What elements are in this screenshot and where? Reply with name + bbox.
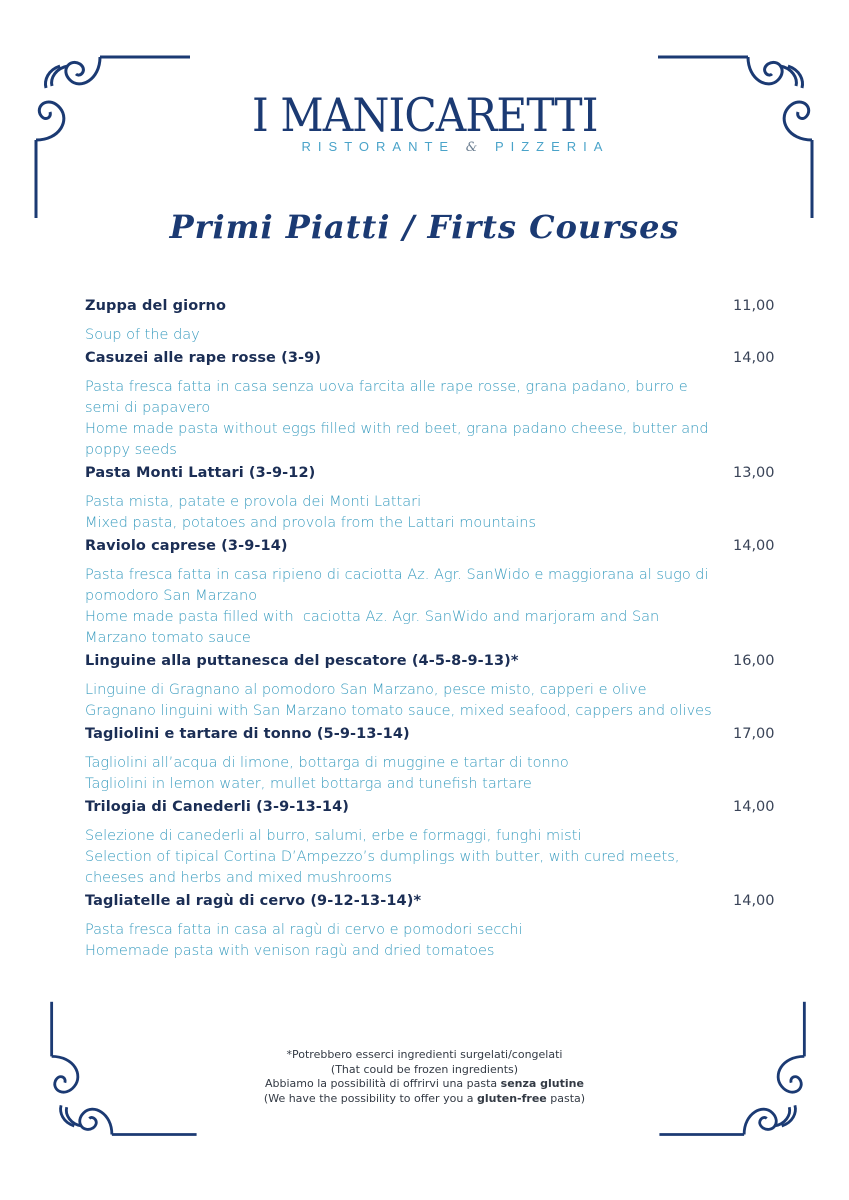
item-description — [85, 565, 785, 649]
footnote-gluten-italian — [0, 1077, 849, 1092]
item-price: 16,00 — [733, 653, 775, 669]
item-description — [85, 920, 785, 962]
item-price: 13,00 — [733, 465, 775, 481]
item-desc-italian: Linguine di Gragnano al pomodoro San Marzano, pesce misto, capperi e olive — [85, 682, 647, 698]
logo-name: I MANICARETTI — [251, 88, 598, 142]
item-desc-italian: Tagliolini all’acqua di limone, bottarga di muggine e tartar di tonno — [85, 755, 569, 771]
item-desc-english: Mixed pasta, potatoes and provola from the Lattari mountains — [85, 515, 537, 531]
item-name: Pasta Monti Lattari (3-9-12) — [85, 465, 316, 481]
item-description — [85, 492, 785, 534]
item-description — [85, 325, 785, 346]
item-price: 11,00 — [733, 298, 775, 314]
item-desc-english: Tagliolini in lemon water, mullet bottarga and tunefish tartare — [85, 776, 532, 792]
item-desc-english: Gragnano linguini with San Marzano tomato sauce, mixed seafood, cappers and olives — [85, 703, 712, 719]
item-desc-english: Homemade pasta with venison ragù and dried tomatoes — [85, 943, 495, 959]
restaurant-logo — [0, 88, 849, 155]
footnote-frozen-italian: *Potrebbero esserci ingredienti surgelati/congelati — [286, 1048, 563, 1061]
footnote-frozen-english: (That could be frozen ingredients) — [330, 1062, 519, 1076]
item-price: 14,00 — [733, 350, 775, 366]
item-name: Linguine alla puttanesca del pescatore (4-5-8-9-13)* — [85, 653, 519, 669]
item-desc-italian: Selezione di canederli al burro, salumi, erbe e formaggi, funghi misti — [85, 828, 582, 844]
item-price: 14,00 — [733, 538, 775, 554]
footnote-bold: senza glutine — [500, 1077, 584, 1090]
item-desc-italian: Pasta fresca fatta in casa ripieno di caciotta Az. Agr. SanWido e maggiorana al sugo di pomodoro San Marzano — [85, 567, 714, 604]
footnote — [0, 1048, 849, 1106]
menu-item — [85, 538, 785, 649]
logo-subtitle — [0, 140, 849, 155]
item-price: 14,00 — [733, 799, 775, 815]
footnote-gluten-english — [0, 1092, 849, 1107]
item-desc-italian: Pasta mista, patate e provola dei Monti Lattari — [85, 494, 422, 510]
logo-sub-left: RISTORANTE — [301, 139, 456, 154]
item-description — [85, 377, 785, 461]
item-desc-english: Home made pasta filled with caciotta Az. Agr. SanWido and marjoram and San Marzano tomato sauce — [85, 609, 664, 646]
footnote-bold: gluten-free — [477, 1091, 547, 1105]
logo-sub-ampersand: & — [465, 140, 485, 155]
item-desc-english: Selection of tipical Cortina D’Ampezzo’s dumplings with butter, with cured meets, cheeses and herbs and mixed mushrooms — [85, 849, 685, 886]
menu-item — [85, 350, 785, 461]
item-name: Zuppa del giorno — [85, 298, 227, 314]
item-description — [85, 680, 785, 722]
item-name: Tagliolini e tartare di tonno (5-9-13-14) — [85, 726, 410, 742]
item-desc-english: Soup of the day — [85, 327, 200, 343]
footnote-text: Abbiamo la possibilità di offrirvi una pasta — [265, 1077, 501, 1090]
item-desc-english: Home made pasta without eggs filled with red beet, grana padano cheese, butter and poppy seeds — [85, 421, 714, 458]
footnote-text: pasta) — [546, 1091, 586, 1105]
item-desc-italian: Pasta fresca fatta in casa al ragù di cervo e pomodori secchi — [85, 922, 523, 938]
item-name: Trilogia di Canederli (3-9-13-14) — [85, 799, 350, 815]
menu-item — [85, 653, 785, 722]
menu-item — [85, 465, 785, 534]
item-description — [85, 753, 785, 795]
menu-item — [85, 799, 785, 889]
item-name: Casuzei alle rape rosse (3-9) — [85, 350, 322, 366]
item-desc-italian: Pasta fresca fatta in casa senza uova farcita alle rape rosse, grana padano, burro e semi di papavero — [85, 379, 693, 416]
section-title: Primi Piatti / Firts Courses — [169, 208, 680, 246]
item-name: Tagliatelle al ragù di cervo (9-12-13-14)* — [85, 893, 422, 909]
item-price: 14,00 — [733, 893, 775, 909]
item-price: 17,00 — [733, 726, 775, 742]
menu-list — [85, 298, 785, 966]
item-name: Raviolo caprese (3-9-14) — [85, 538, 288, 554]
item-description — [85, 826, 785, 889]
menu-item — [85, 298, 785, 346]
menu-item — [85, 726, 785, 795]
footnote-text: (We have the possibility to offer you a — [263, 1091, 478, 1105]
menu-item — [85, 893, 785, 962]
logo-sub-right: PIZZERIA — [494, 139, 610, 154]
